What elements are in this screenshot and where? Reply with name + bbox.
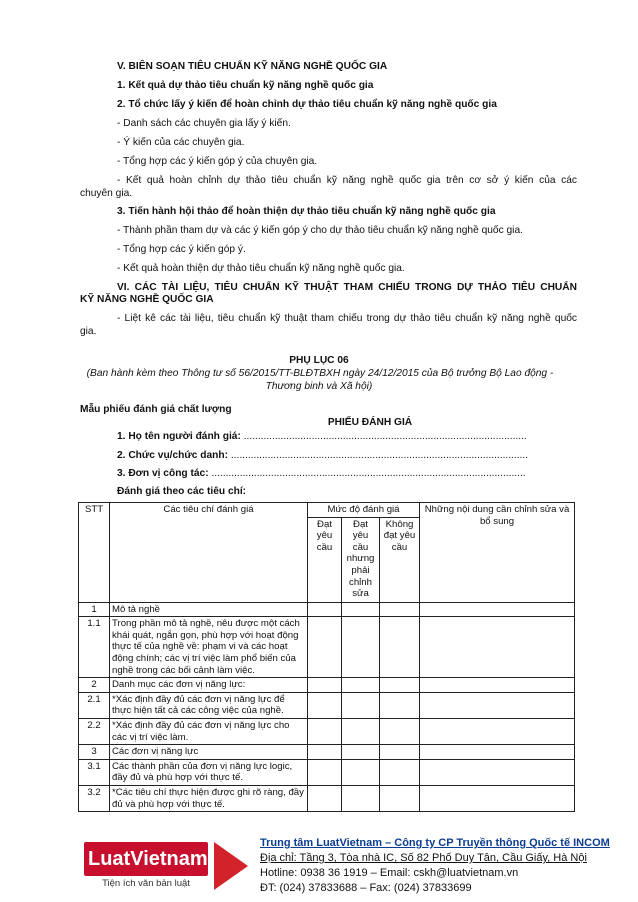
table-row xyxy=(79,759,575,785)
cell-pass-with-edits[interactable] xyxy=(342,692,380,718)
criteria-table xyxy=(78,502,575,812)
bullet-reference-docs-cont: gia. xyxy=(80,326,97,337)
cell-notes[interactable] xyxy=(420,785,575,811)
cell-pass[interactable] xyxy=(308,759,342,785)
logo-tagline: Tiện ích văn bản luật xyxy=(102,878,190,889)
header-criteria: Các tiêu chí đánh giá xyxy=(110,503,308,603)
row-criterion: Trong phần mô tả nghề, nêu được một cách khái quát, ngắn gọn, phù hợp với hoạt động thực tế của nghề về: phạm vi và các hoạt động chính; các vị trí việc làm phổ biến của nghề trong các bối cảnh làm việc. xyxy=(110,617,308,678)
footer-contact-info xyxy=(260,836,610,896)
field-position-label: 2. Chức vụ/chức danh: xyxy=(117,450,228,461)
cell-pass-with-edits[interactable] xyxy=(342,718,380,744)
field-evaluator-name-dots: .................................................................................................... xyxy=(243,431,527,442)
table-row xyxy=(79,785,575,811)
criteria-intro: Đánh giá theo các tiêu chí: xyxy=(117,486,247,497)
appendix-subtitle-line-1: (Ban hành kèm theo Thông tư số 56/2015/TT-BLĐTBXH ngày 24/12/2015 của Bộ trưởng Bộ Lao động - xyxy=(86,368,554,379)
cell-notes[interactable] xyxy=(420,745,575,760)
field-position xyxy=(117,450,528,462)
row-criterion: Mô tả nghề xyxy=(110,602,308,617)
cell-notes[interactable] xyxy=(420,759,575,785)
cell-fail[interactable] xyxy=(380,718,420,744)
section-v-item-1: 1. Kết quả dự thảo tiêu chuẩn kỹ năng nghề quốc gia xyxy=(117,80,374,91)
row-stt: 3.1 xyxy=(79,759,110,785)
cell-notes[interactable] xyxy=(420,718,575,744)
row-stt: 1.1 xyxy=(79,617,110,678)
section-vi-heading-cont: KỸ NĂNG NGHỀ QUỐC GIA xyxy=(80,294,214,305)
cell-pass-with-edits[interactable] xyxy=(342,785,380,811)
row-criterion: *Xác định đầy đủ các đơn vị năng lực để thực hiện tất cả các công việc của nghề. xyxy=(110,692,308,718)
row-stt: 2.2 xyxy=(79,718,110,744)
bullet-comments-summary: - Tổng hợp các ý kiến góp ý. xyxy=(117,244,246,255)
field-organization-label: 3. Đơn vị công tác: xyxy=(117,468,209,479)
table-row xyxy=(79,617,575,678)
cell-fail[interactable] xyxy=(380,745,420,760)
cell-pass[interactable] xyxy=(308,617,342,678)
arrow-icon xyxy=(214,842,248,890)
cell-pass[interactable] xyxy=(308,785,342,811)
footer-address: Địa chỉ: Tầng 3, Tòa nhà IC, Số 82 Phố Duy Tân, Cầu Giấy, Hà Nội xyxy=(260,852,587,864)
table-row xyxy=(79,718,575,744)
cell-notes[interactable] xyxy=(420,602,575,617)
cell-fail[interactable] xyxy=(380,617,420,678)
bullet-completion-result-cont: chuyên gia. xyxy=(80,188,133,199)
row-criterion: Các thành phần của đơn vị năng lực logic, đầy đủ và phù hợp với thực tế. xyxy=(110,759,308,785)
field-position-dots: ......................................................................................................... xyxy=(230,450,529,461)
cell-pass[interactable] xyxy=(308,678,342,693)
footer-phone-fax: ĐT: (024) 37833688 – Fax: (024) 37833699 xyxy=(260,882,472,894)
bullet-participants: - Thành phần tham dự và các ý kiến góp ý cho dự thảo tiêu chuẩn kỹ năng nghề quốc gia. xyxy=(117,225,523,236)
bullet-expert-summary: - Tổng hợp các ý kiến góp ý của chuyên gia. xyxy=(117,156,318,167)
row-criterion: *Các tiêu chí thực hiện được ghi rõ ràng, đầy đủ và phù hợp với thực tế. xyxy=(110,785,308,811)
table-header-row xyxy=(79,503,575,518)
field-organization xyxy=(117,468,526,480)
bullet-expert-list: - Danh sách các chuyên gia lấy ý kiến. xyxy=(117,118,291,129)
bullet-final-result: - Kết quả hoàn thiện dự thảo tiêu chuẩn kỹ năng nghề quốc gia. xyxy=(117,263,405,274)
cell-pass[interactable] xyxy=(308,718,342,744)
cell-pass[interactable] xyxy=(308,602,342,617)
row-criterion: Danh mục các đơn vị năng lực: xyxy=(110,678,308,693)
table-row xyxy=(79,745,575,760)
section-v-item-2: 2. Tổ chức lấy ý kiến để hoàn chỉnh dự thảo tiêu chuẩn kỹ năng nghề quốc gia xyxy=(117,99,497,110)
cell-notes[interactable] xyxy=(420,678,575,693)
row-stt: 2.1 xyxy=(79,692,110,718)
cell-fail[interactable] xyxy=(380,785,420,811)
cell-fail[interactable] xyxy=(380,759,420,785)
field-organization-dots: ............................................................................................................... xyxy=(211,468,526,479)
field-evaluator-name-label: 1. Họ tên người đánh giá: xyxy=(117,431,241,442)
footer-banner xyxy=(82,836,610,900)
form-title: PHIẾU ĐÁNH GIÁ xyxy=(327,417,413,428)
row-criterion: Các đơn vị năng lực xyxy=(110,745,308,760)
footer-company-name: Trung tâm LuatVietnam – Công ty CP Truyền thông Quốc tế INCOM xyxy=(260,837,610,849)
header-level: Mức độ đánh giá xyxy=(308,503,420,518)
section-v-heading: V. BIÊN SOẠN TIÊU CHUẨN KỸ NĂNG NGHỀ QUỐC GIA xyxy=(117,61,388,72)
logo-wordmark: LuatVietnam xyxy=(84,842,208,876)
section-vi-heading: VI. CÁC TÀI LIỆU, TIÊU CHUẨN KỸ THUẬT THAM CHIẾU TRONG DỰ THẢO TIÊU CHUẨN xyxy=(117,282,577,293)
cell-pass-with-edits[interactable] xyxy=(342,745,380,760)
section-v-item-3: 3. Tiến hành hội thảo để hoàn thiện dự thảo tiêu chuẩn kỹ năng nghề quốc gia xyxy=(117,206,496,217)
cell-notes[interactable] xyxy=(420,617,575,678)
cell-pass[interactable] xyxy=(308,745,342,760)
cell-pass-with-edits[interactable] xyxy=(342,759,380,785)
cell-fail[interactable] xyxy=(380,678,420,693)
row-stt: 1 xyxy=(79,602,110,617)
cell-pass[interactable] xyxy=(308,692,342,718)
footer-hotline-email[interactable]: Hotline: 0938 36 1919 – Email: cskh@luatvietnam.vn xyxy=(260,867,519,879)
appendix-title: PHỤ LỤC 06 xyxy=(289,355,349,366)
subheader-pass-with-edits: Đạt yêu cầu nhưng phải chỉnh sửa xyxy=(342,517,380,602)
subheader-fail: Không đạt yêu cầu xyxy=(380,517,420,602)
bullet-completion-result: - Kết quả hoàn chỉnh dự thảo tiêu chuẩn kỹ năng nghề quốc gia trên cơ sở ý kiến của các xyxy=(117,175,577,186)
cell-fail[interactable] xyxy=(380,602,420,617)
row-stt: 2 xyxy=(79,678,110,693)
row-stt: 3.2 xyxy=(79,785,110,811)
cell-pass-with-edits[interactable] xyxy=(342,602,380,617)
row-stt: 3 xyxy=(79,745,110,760)
cell-notes[interactable] xyxy=(420,692,575,718)
table-row xyxy=(79,692,575,718)
cell-fail[interactable] xyxy=(380,692,420,718)
subheader-pass: Đạt yêu cầu xyxy=(308,517,342,602)
table-row xyxy=(79,602,575,617)
cell-pass-with-edits[interactable] xyxy=(342,617,380,678)
bullet-reference-docs: - Liệt kê các tài liệu, tiêu chuẩn kỹ thuật tham chiếu trong dự thảo tiêu chuẩn kỹ năng nghề quốc xyxy=(117,313,577,324)
luatvietnam-logo[interactable] xyxy=(82,838,210,894)
cell-pass-with-edits[interactable] xyxy=(342,678,380,693)
header-stt: STT xyxy=(79,503,110,603)
row-criterion: *Xác định đầy đủ các đơn vị năng lực cho các vị trí việc làm. xyxy=(110,718,308,744)
appendix-subtitle-line-2: Thương binh và Xã hội) xyxy=(265,381,373,392)
header-notes: Những nội dung cần chỉnh sửa và bổ sung xyxy=(420,503,575,603)
bullet-expert-opinions: - Ý kiến của các chuyên gia. xyxy=(117,137,245,148)
table-row xyxy=(79,678,575,693)
field-evaluator-name xyxy=(117,431,527,443)
form-label: Mẫu phiếu đánh giá chất lượng xyxy=(80,404,232,415)
